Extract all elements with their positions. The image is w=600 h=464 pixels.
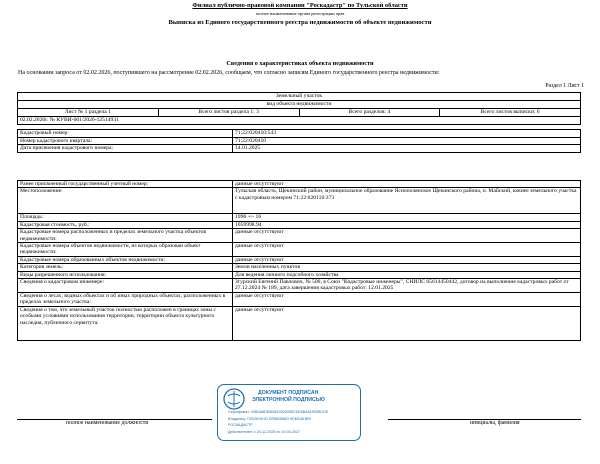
characteristics-table: [17, 180, 581, 341]
row-value: данные отсутствуют: [233, 181, 581, 188]
row-label: Категория земель:: [18, 264, 233, 271]
row-value: Земли населенных пунктов: [233, 264, 581, 271]
position-caption: полное наименование должности: [66, 420, 149, 426]
row-value: данные отсутствуют: [233, 256, 581, 263]
identification-table: [17, 129, 581, 153]
section-sheet-label: Раздел 1 Лист 1: [545, 83, 584, 89]
row-label: Сведения о кадастровом инженере:: [18, 279, 233, 293]
row-value: Для ведения личного подсобного хозяйства: [233, 271, 581, 278]
table-row: [18, 137, 581, 145]
name-caption: инициалы, фамилия: [470, 420, 520, 426]
row-label: Сведения о лесах, водных объектах и об иных природных объектах, расположенных в пределах земельного участка:: [18, 292, 233, 306]
row-label: Местоположение:: [18, 188, 233, 214]
table-row: [18, 271, 581, 278]
emblem-icon: [221, 386, 247, 412]
stamp-certificate: Сертификат: 00B0A8DE6BA5190000BCDE6BA51900BCDE: [228, 410, 329, 414]
organization-caption: полное наименование органа регистрации прав: [255, 11, 345, 16]
table-row: [18, 214, 581, 221]
organization-name: Филиал публично-правовой компании "Роскадастр" по Тульской области: [192, 2, 408, 9]
row-label: Кадастровые номера расположенных в пределах земельного участка объектов недвижимости:: [18, 229, 233, 243]
row-value: 1998 +/- 16: [233, 214, 581, 221]
table-row: [18, 188, 581, 214]
row-label: Номер кадастрового квартала:: [18, 137, 233, 145]
row-label: Дата присвоения кадастрового номера:: [18, 145, 233, 153]
table-row: [18, 221, 581, 228]
object-header-table: [17, 92, 581, 117]
table-row: [18, 264, 581, 271]
row-value: Згурский Евгений Павлович, № 500, в Союз "Кадастровые инженеры", СНИЛС 05614450442, договор на выполнение кадастровых работ от 27.12.2024 № 189, дата завершения кадастровых работ: 12.01.2025: [233, 279, 581, 293]
extract-number-table: [17, 116, 581, 125]
table-row: [18, 181, 581, 188]
row-label: Сведения о том, что земельный участок полностью расположен в границах зоны с особыми условиями использования территории, территории объекта культурного наследия, публичного сервитута:: [18, 306, 233, 340]
section-sheets-count: Всего листов раздела 1: 3: [158, 109, 299, 117]
row-label: Кадастровые номера объектов недвижимости, из которых образован объект недвижимости:: [18, 243, 233, 257]
row-value: данные отсутствуют: [233, 243, 581, 257]
table-row: [18, 256, 581, 263]
document-title: Выписка из Единого государственного реестра недвижимости об объекте недвижимости: [168, 19, 432, 26]
row-value: 1059998.94: [233, 221, 581, 228]
table-row: [18, 243, 581, 257]
row-value: 71:22:020410:543: [233, 130, 581, 138]
row-value: данные отсутствуют: [233, 292, 581, 306]
extract-number: 02.02.2026г. № КУВИ-001/2026-12514931: [18, 117, 581, 125]
stamp-validity: Действителен: с 24.12.2025 по 19.03.2027: [228, 430, 300, 434]
row-value: 71:22:020410: [233, 137, 581, 145]
row-value: 14.01.2025: [233, 145, 581, 153]
electronic-signature-stamp: [217, 384, 361, 441]
row-label: Виды разрешенного использования:: [18, 271, 233, 278]
row-value: данные отсутствуют: [233, 229, 581, 243]
row-value: Тульская область, Щекинский район, муниципальное образование Яснополянское Щекинского района, п. Майский, южнее земельного участка с кадастровым номером 71:22:020110:373: [233, 188, 581, 214]
row-label: Кадастровый номер:: [18, 130, 233, 138]
sheet-number: Лист № 1 раздела 1: [18, 109, 159, 117]
request-basis: На основании запроса от 02.02.2026, поступившего на рассмотрение 02.02.2026, сообщаем, что согласно записям Единого государственного реестра недвижимости:: [18, 70, 440, 76]
row-label: Кадастровые номера образованных объектов недвижимости:: [18, 256, 233, 263]
table-row: [18, 145, 581, 153]
table-row: [18, 306, 581, 340]
row-label: Кадастровая стоимость, руб.:: [18, 221, 233, 228]
stamp-title: ДОКУМЕНТ ПОДПИСАН: [258, 390, 319, 396]
object-type-caption: вид объекта недвижимости: [18, 101, 581, 109]
table-row: [18, 130, 581, 138]
object-type: Земельный участок: [18, 93, 581, 101]
document-subtitle: Сведения о характеристиках объекта недвижимости: [226, 60, 374, 67]
row-label: Ранее присвоенный государственный учетный номер:: [18, 181, 233, 188]
sections-count: Всего разделов: 4: [299, 109, 440, 117]
row-value: данные отсутствуют: [233, 306, 581, 340]
row-label: Площадь:: [18, 214, 233, 221]
table-row: [18, 279, 581, 293]
stamp-owner: Владелец: ПУБЛИЧНО-ПРАВОВАЯ КОМПАНИЯ: [228, 417, 311, 421]
table-row: [18, 292, 581, 306]
table-row: [18, 229, 581, 243]
stamp-owner-org: РОСКАДАСТР: [228, 423, 253, 427]
stamp-subtitle: ЭЛЕКТРОННОЙ ПОДПИСЬЮ: [252, 397, 325, 403]
extract-sheets-count: Всего листов выписки: 6: [440, 109, 581, 117]
